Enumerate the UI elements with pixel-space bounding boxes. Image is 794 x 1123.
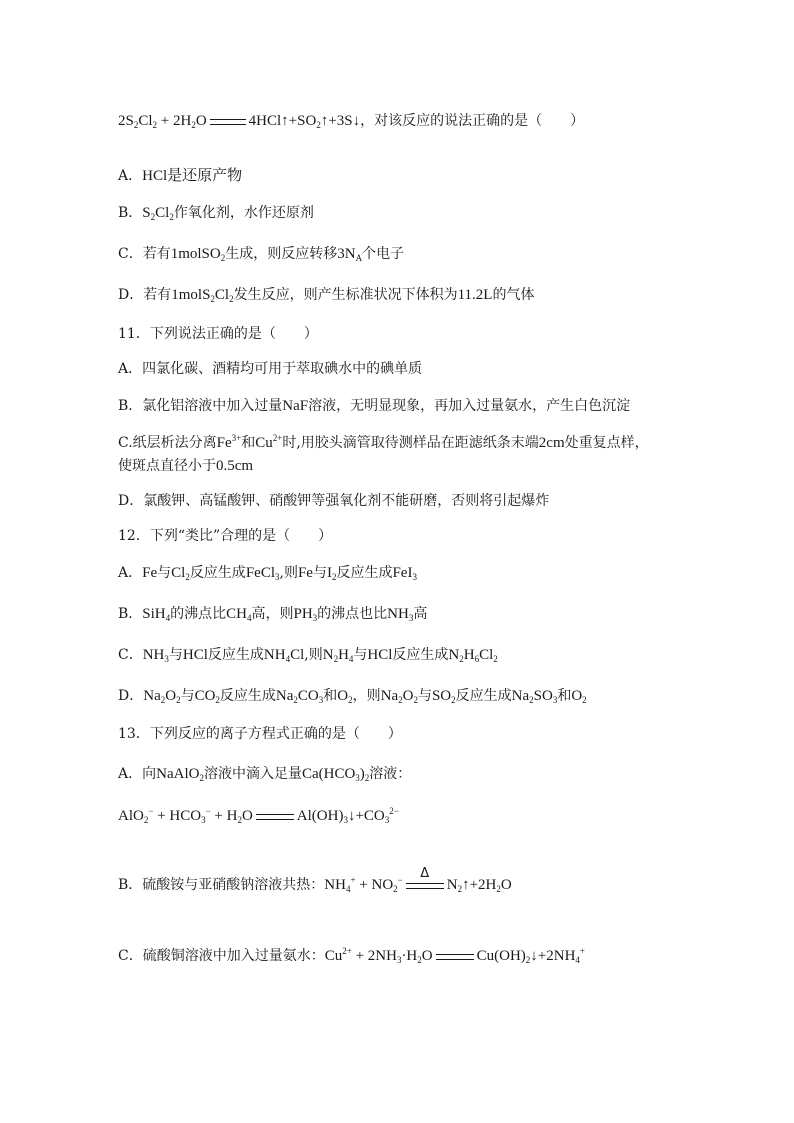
q12-option-c: C．$NH_3$与HCl反应生成$NH_4Cl$,则$N_2H_4$与HCl反应生成$N_2H_6Cl_2$ <box>118 647 498 664</box>
q13-option-a: A．向NaAlO$_2$溶液中滴入足量$Ca(HCO_3)_2$溶液： <box>118 766 412 783</box>
q13-stem: 13．下列反应的离子方程式正确的是（ ） <box>118 726 402 742</box>
q13-option-b: B．硫酸铵与亚硝酸钠溶液共热：$NH_4^+ + NO_2^-$ Δ $N_2↑+2H_2O$ <box>118 865 512 894</box>
option-letter: B． <box>118 205 143 221</box>
q12-stem: 12．下列“类比”合理的是（ ） <box>118 528 333 544</box>
q11-option-a: A．四氯化碳、酒精均可用于萃取碘水中的碘单质 <box>118 361 423 377</box>
q11-option-d: D．氯酸钾、高锰酸钾、硝酸钾等强氧化剂不能研磨，否则将引起爆炸 <box>118 493 550 509</box>
option-text: 作氧化剂，水作还原剂 <box>173 205 314 221</box>
q13-option-a-equation: $AlO_2^- + HCO_3^- + H_2O$ $Al(OH)_3↓+CO_3^{2-}$ <box>118 806 399 825</box>
q11-stem: 11．下列说法正确的是（ ） <box>118 326 318 342</box>
q12-option-d: D．$Na_2O_2$与$CO_2$反应生成$Na_2CO_3$和$O_2$，则$Na_2O_2$与$SO_2$反应生成$Na_2SO_3$和$O_2$ <box>118 688 587 705</box>
q12-option-b: B．SiH$_4$的沸点比$CH_4$高，则$PH_3$的沸点也比$NH_3$高 <box>118 606 428 623</box>
q11-option-c: C.纸层析法分离$Fe^{3+}$和$Cu^{2+}$时,用胶头滴管取待测样品在距滤纸条末端2cm处重复点样， <box>118 433 649 451</box>
option-letter: C．若有 <box>118 246 171 262</box>
q12-option-a: A．Fe与$Cl_2$反应生成FeCl$_3$,则Fe与$I_2$反应生成FeI$_3$ <box>118 565 417 582</box>
heat-equals-sign <box>406 865 444 889</box>
q10-stem-tail: ，对该反应的说法正确的是（ ） <box>360 113 585 129</box>
q11-option-c-cont: 使斑点直径小于0.5cm <box>118 458 254 474</box>
q10-option-c: C．若有1molSO$_2$生成，则反应转移$3N_A$个电子 <box>118 246 405 263</box>
option-text: HCl是还原产物 <box>142 168 243 184</box>
equals-sign <box>436 954 474 960</box>
heat-delta-icon: Δ <box>420 865 430 881</box>
q10-option-d: D．若有$1molS_2Cl_2$发生反应，则产生标准状况下体积为11.2L的气体 <box>118 287 535 304</box>
q10-reaction-line: $2S_2Cl_2 + 2H_2O$ $4HCl↑+SO_2↑+3S↓$，对该反应的说法正确的是（ ） <box>118 113 585 130</box>
q10-option-b: B．$S_2Cl_2$作氧化剂，水作还原剂 <box>118 205 314 222</box>
q11-option-b: B．氯化铝溶液中加入过量NaF溶液，无明显现象，再加入过量氨水，产生白色沉淀 <box>118 398 631 414</box>
q10-option-a <box>118 166 694 186</box>
equals-sign <box>210 119 246 125</box>
equals-sign <box>256 814 294 820</box>
q13-option-c: C．硫酸铜溶液中加入过量氨水：$Cu^{2+} + 2NH_3\cdot H_2O$ $Cu(OH)_2↓+2NH_4^+$ <box>118 946 585 965</box>
option-letter: D．若有 <box>118 287 172 303</box>
option-letter: A． <box>118 168 143 184</box>
